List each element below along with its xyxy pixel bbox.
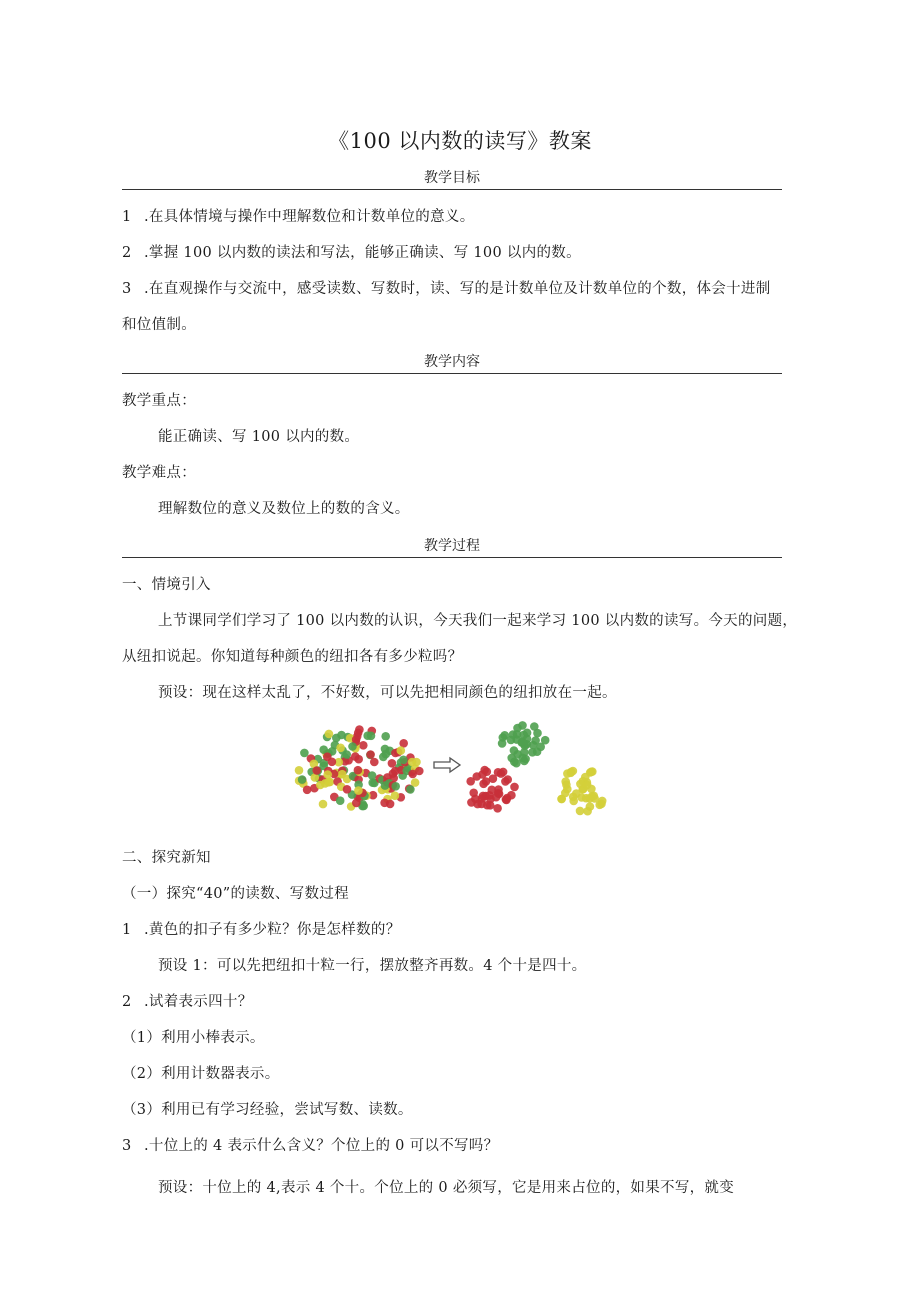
question-text: .十位上的 4 表示什么含义？个位上的 0 可以不写吗？ <box>144 1138 499 1154</box>
goal-number: 2 <box>122 245 132 261</box>
goal-text: .在直观操作与交流中，感受读数、写数时，读、写的是计数单位及计数单位的个数，体会十进制 <box>144 281 771 297</box>
yellow-buttons-cluster <box>557 767 606 816</box>
part-2-subsection-1: （一）探究“40”的读数、写数过程 <box>122 886 349 902</box>
part-2-title: 二、探究新知 <box>122 850 211 866</box>
difficulty-label: 教学难点： <box>122 465 196 481</box>
key-point-label: 教学重点： <box>122 393 196 409</box>
red-buttons-cluster <box>466 766 518 813</box>
goal-item-3 <box>122 277 771 298</box>
goal-text: .掌握 100 以内数的读法和写法，能够正确读、写 100 以内的数。 <box>144 245 581 261</box>
section-heading-content: 教学内容 <box>424 354 480 370</box>
question-2-item-3: （3）利用已有学习经验，尝试写数、读数。 <box>122 1102 413 1118</box>
part-1-paragraph-line-1: 上节课同学们学习了 100 以内数的认识，今天我们一起来学习 100 以内数的读写。今天的问题， <box>158 613 798 629</box>
question-text: .试着表示四十？ <box>144 994 253 1010</box>
goal-item-1 <box>122 205 475 226</box>
section-rule <box>122 189 782 190</box>
question-3 <box>122 1134 498 1155</box>
part-1-preset: 预设：现在这样太乱了，不好数，可以先把相同颜色的纽扣放在一起。 <box>158 685 617 701</box>
question-2 <box>122 990 253 1011</box>
question-3-preset: 预设：十位上的 4,表示 4 个十。个位上的 0 必须写，它是用来占位的，如果不写，就变 <box>158 1180 735 1196</box>
question-text: .黄色的扣子有多少粒？你是怎样数的？ <box>144 922 401 938</box>
question-2-item-1: （1）利用小棒表示。 <box>122 1030 265 1046</box>
goal-number: 3 <box>122 281 132 297</box>
right-arrow-icon <box>434 758 460 772</box>
question-2-item-2: （2）利用计数器表示。 <box>122 1066 280 1082</box>
question-number: 1 <box>122 922 132 938</box>
section-heading-goals: 教学目标 <box>424 170 480 186</box>
goal-number: 1 <box>122 209 132 225</box>
green-buttons-cluster <box>498 721 550 767</box>
section-rule <box>122 557 782 558</box>
question-1-preset: 预设 1：可以先把纽扣十粒一行，摆放整齐再数。4 个十是四十。 <box>158 958 587 974</box>
goal-item-3-continued: 和位值制。 <box>122 317 196 333</box>
mixed-buttons-cluster <box>295 725 424 811</box>
section-rule <box>122 373 782 374</box>
question-1 <box>122 918 401 939</box>
section-heading-process: 教学过程 <box>424 538 480 554</box>
goal-text: .在具体情境与操作中理解数位和计数单位的意义。 <box>144 209 475 225</box>
goal-item-2 <box>122 241 581 262</box>
question-number: 3 <box>122 1138 132 1154</box>
buttons-sorting-figure <box>290 718 620 823</box>
part-1-title: 一、情境引入 <box>122 577 211 593</box>
difficulty-text: 理解数位的意义及数位上的数的含义。 <box>158 501 410 517</box>
question-number: 2 <box>122 994 132 1010</box>
part-1-paragraph-line-2: 从纽扣说起。你知道每种颜色的纽扣各有多少粒吗？ <box>122 649 463 665</box>
document-title: 《100 以内数的读写》教案 <box>328 129 592 153</box>
key-point-text: 能正确读、写 100 以内的数。 <box>158 429 360 445</box>
